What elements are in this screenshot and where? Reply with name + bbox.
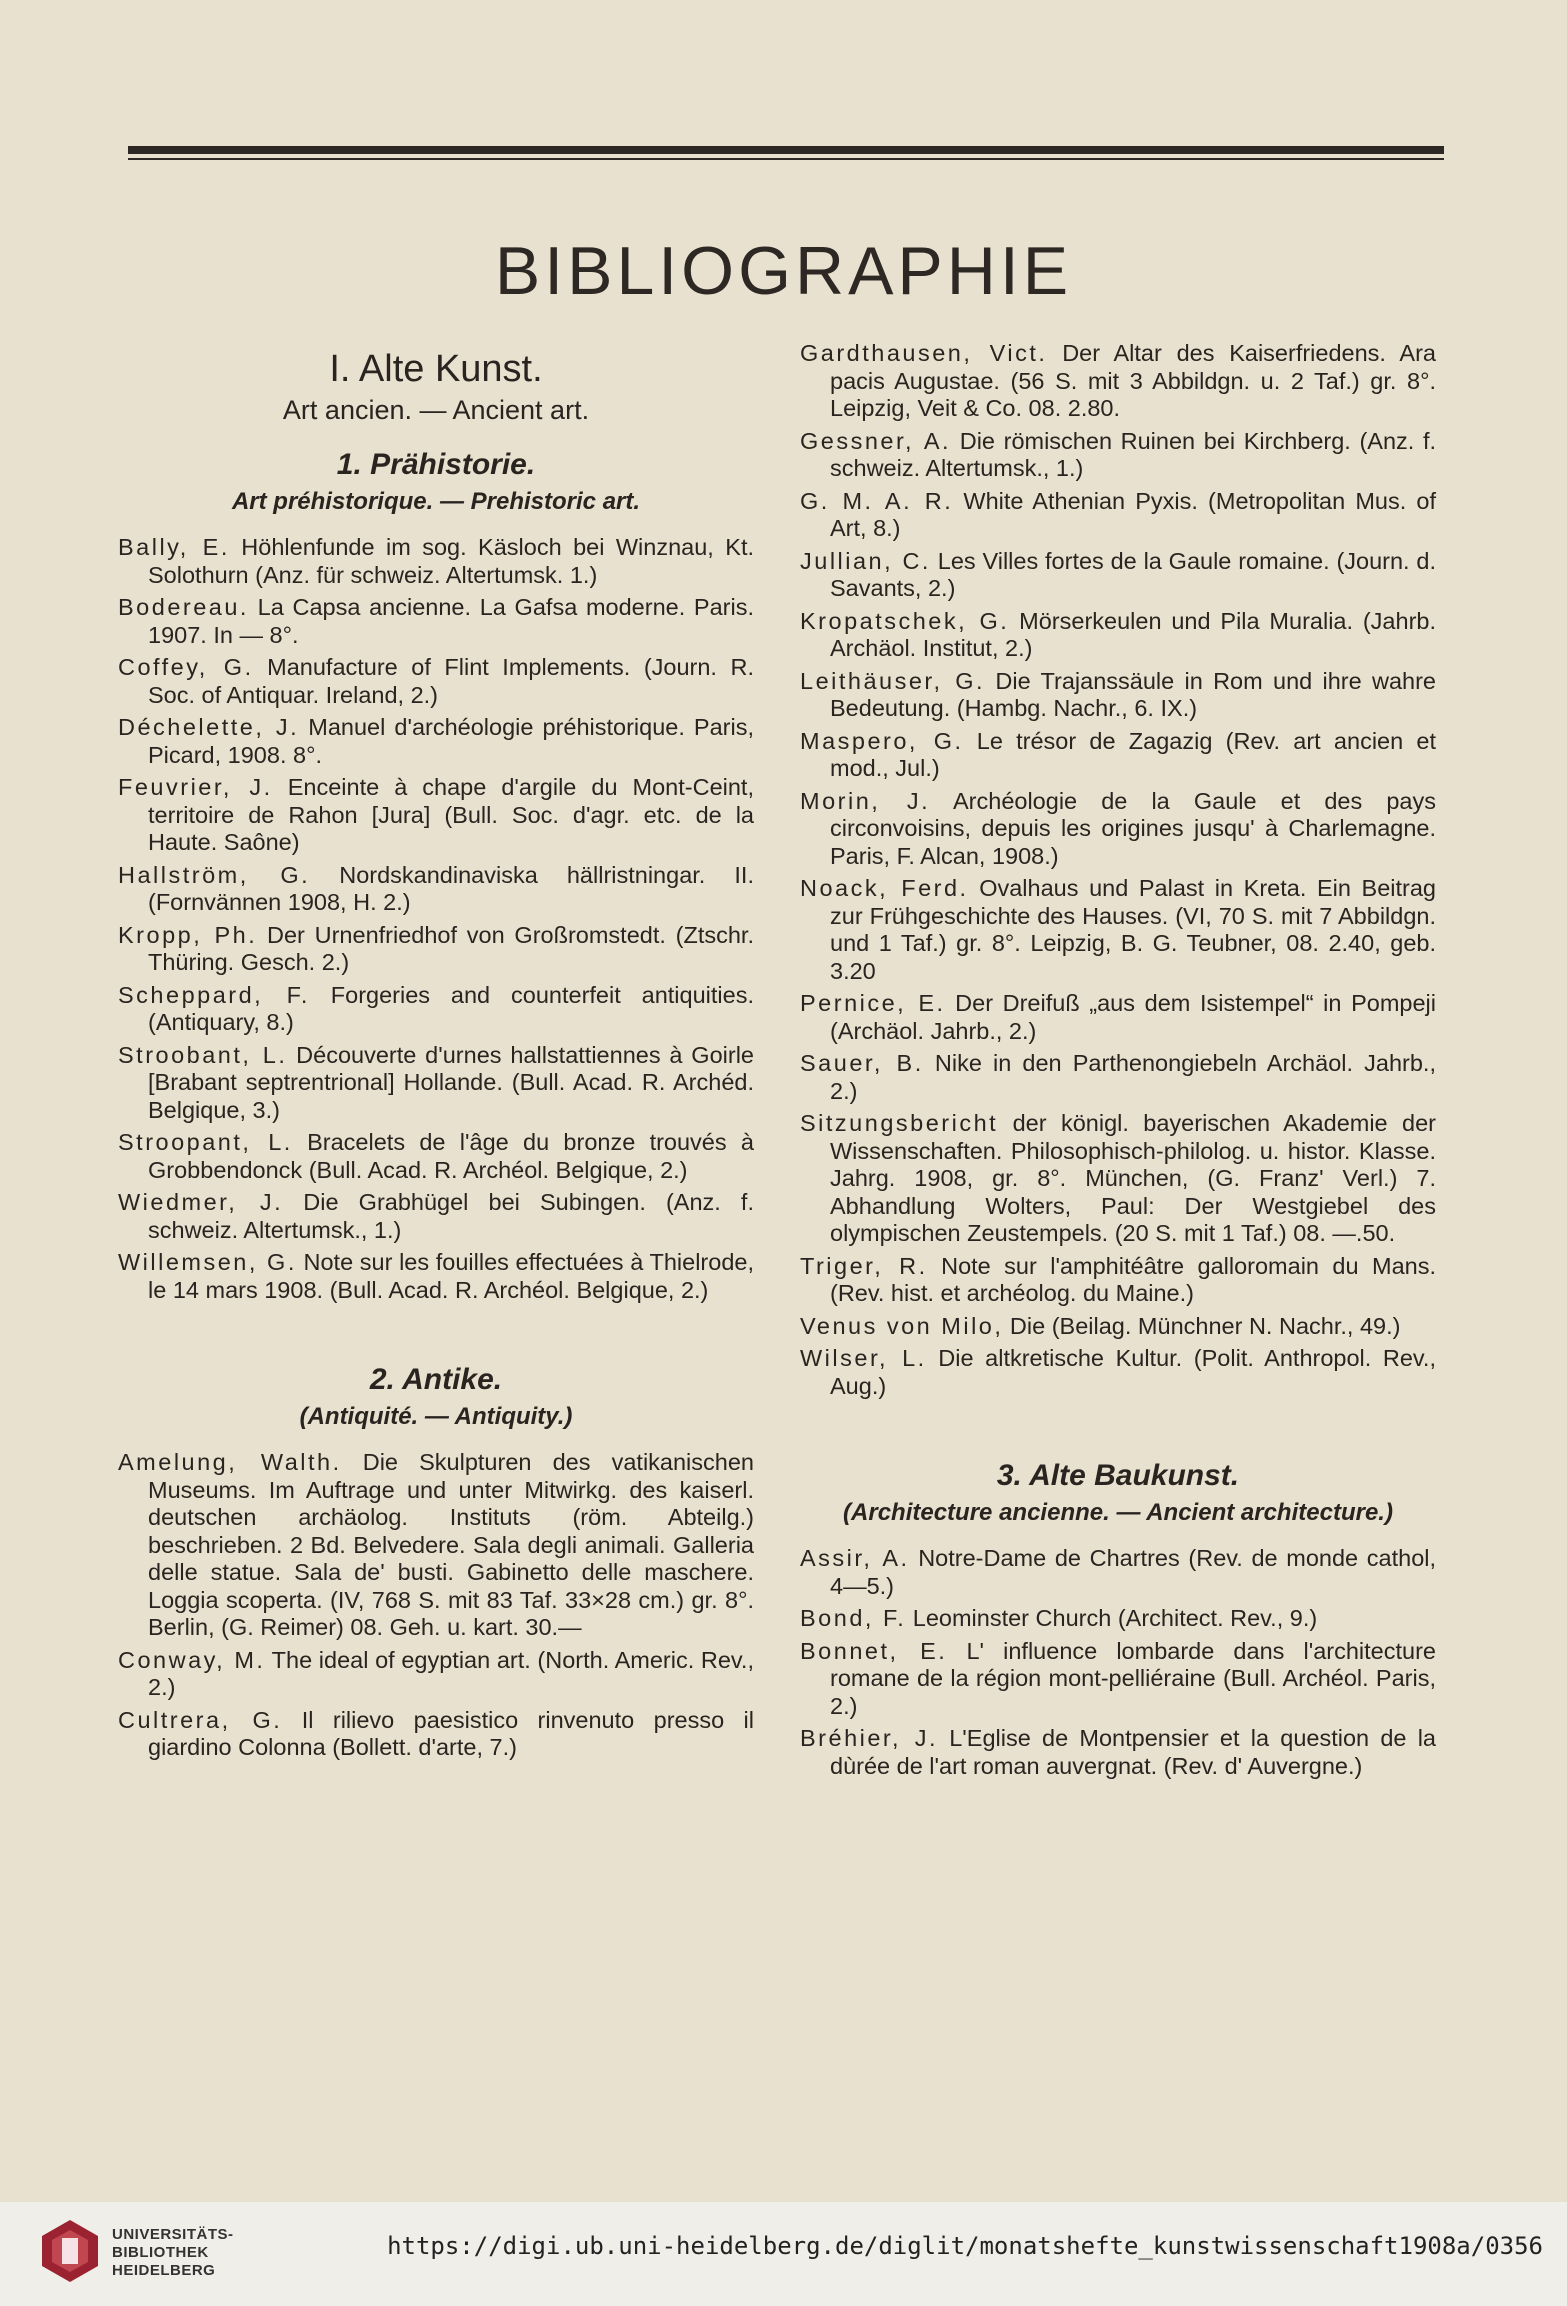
entry-author: Maspero, G. (800, 727, 964, 754)
entry-text: Il rilievo paesistico rinvenuto presso il giardino Colonna (Bollett. d'arte, 7.) (148, 1706, 755, 1760)
entry-author: Stroobant, L. (118, 1041, 288, 1068)
entry-text: Die römischen Ruinen bei Kirchberg. (Anz. f. schweiz. Altertumsk., 1.) (830, 427, 1436, 481)
entry-author: Wilser, L. (800, 1345, 927, 1371)
bibliography-entry (800, 548, 1436, 603)
entry-author: Morin, J. (800, 787, 931, 814)
entry-text: Le trésor de Zagazig (Rev. art ancien et mod., Jul.) (830, 727, 1437, 781)
bibliography-entry (800, 875, 1436, 985)
subsection-heading-baukunst: 3. Alte Baukunst. (996, 1459, 1240, 1492)
bibliography-entry (800, 990, 1436, 1045)
bibliography-entry (118, 922, 754, 977)
bibliography-entry (800, 1110, 1436, 1248)
entry-text: Die altkretische Kultur. (Polit. Anthropol. Rev., Aug.) (830, 1345, 1436, 1399)
library-name-line: BIBLIOTHEK (112, 2244, 209, 2261)
bibliography-entry (800, 1050, 1436, 1105)
bibliography-entry (118, 1449, 754, 1642)
bibliography-entry (118, 982, 754, 1037)
source-url-link[interactable]: https://digi.ub.uni-heidelberg.de/diglit/monatshefte_kunstwissenschaft1908a/0356 (387, 2232, 1543, 2260)
entry-author: Kropatschek, G. (800, 607, 1010, 634)
entry-text: Die (Beilag. Münchner N. Nachr., 49.) (1003, 1312, 1401, 1339)
entry-author: Hallström, G. (118, 861, 311, 888)
entry-text: Mörserkeulen und Pila Muralia. (Jahrb. Archäol. Institut, 2.) (830, 607, 1436, 661)
bibliography-entry (800, 1253, 1436, 1308)
bibliography-entry (800, 1545, 1436, 1600)
right-column (800, 340, 1436, 1785)
entry-author: Bréhier, J. (800, 1725, 938, 1751)
section-heading: I. Alte Kunst. (329, 348, 543, 390)
section-subheading: Art ancien. — Ancient art. (282, 395, 590, 425)
entry-author: G. M. A. R. (800, 487, 954, 514)
library-name-line: HEIDELBERG (112, 2262, 216, 2279)
entry-text: der königl. bayerischen Akademie der Wissenschaften. Philosophisch-philolog. u. histor. Klasse. Jahrg. 1908, gr. 8°. München, (G. Franz' Verl.) 7. Abhandlung Wolters, Paul: Der Westgiebel des olympischen Zeustempels. (20 S. mit 1 Taf.) 08. —.50. (830, 1110, 1436, 1246)
bibliography-entry (118, 1647, 754, 1702)
top-rule (128, 146, 1444, 154)
entry-author: Noack, Ferd. (800, 875, 969, 901)
bibliography-entry (800, 728, 1436, 783)
university-logo-icon (40, 2218, 100, 2284)
entry-text: Archéologie de la Gaule et des pays circonvoisins, depuis les origines jusqu' à Charlemagne. Paris, F. Alcan, 1908.) (830, 787, 1436, 869)
entry-author: Sauer, B. (800, 1050, 924, 1076)
bibliography-entry (118, 1707, 754, 1762)
entry-author: Bonnet, E. (800, 1637, 948, 1664)
bibliography-entry (800, 1345, 1436, 1400)
bibliography-entry (118, 862, 754, 917)
left-column (118, 340, 754, 1767)
entry-author: Bally, E. (118, 534, 230, 560)
entry-author: Gardthausen, Vict. (800, 340, 1048, 366)
entry-text: Découverte d'urnes hallstattiennes à Goirle [Brabant septrentrional] Hollande. (Bull. Acad. R. Archéd. Belgique, 3.) (148, 1041, 754, 1123)
entry-text: L'Eglise de Montpensier et la question de la dùrée de l'art roman auvergnat. (Rev. d' Auvergne.) (830, 1725, 1437, 1779)
entry-list-prehistory (118, 534, 754, 1304)
bibliography-entry (800, 488, 1436, 543)
entry-text: Der Dreifuß „aus dem Isistempel“ in Pompeji (Archäol. Jahrb., 2.) (830, 990, 1436, 1044)
bibliography-entry (118, 1042, 754, 1125)
bibliography-entry (800, 608, 1436, 663)
bibliography-entry (118, 594, 754, 649)
bibliography-entry (118, 1129, 754, 1184)
entry-text: Höhlenfunde im sog. Käsloch bei Winznau, Kt. Solothurn (Anz. für schweiz. Altertumsk. 1.) (148, 534, 754, 588)
subsection-heading-prehistory: 1. Prähistorie. (336, 448, 536, 481)
entry-text: Der Altar des Kaiserfriedens. Ara pacis Augustae. (56 S. mit 3 Abbildgn. u. 2 Taf.) gr. 8°. Leipzig, Veit & Co. 08. 2.80. (830, 340, 1436, 421)
entry-text: L' influence lombarde dans l'architecture romane de la région mont-pelliéraine (Bull. Archéol. Paris, 2.) (830, 1637, 1436, 1719)
entry-text: Nike in den Parthenongiebeln Archäol. Jahrb., 2.) (830, 1050, 1436, 1104)
entry-author: Coffey, G. (118, 654, 254, 680)
entry-author: Assir, A. (800, 1545, 910, 1571)
entry-text: Nordskandinaviska hällristningar. II. (Fornvännen 1908, H. 2.) (148, 861, 754, 915)
entry-text: Die Skulpturen des vatikanischen Museums. Im Auftrage und unter Mitwirkg. des kaiserl. deutschen archäolog. Instituts (röm. Abteilg.) beschrieben. 2 Bd. Belvedere. Sala degli animali. Galleria delle statue. Sala de' busti. Gabinetto delle maschere. Loggia scoperta. (IV, 768 S. mit 83 Taf. 33×28 cm.) gr. 8°. Berlin, (G. Reimer) 08. Geh. u. kart. 30.— (148, 1449, 754, 1640)
bibliography-entry (800, 1725, 1436, 1780)
bibliography-entry (118, 654, 754, 709)
bibliography-entry (800, 668, 1436, 723)
entry-text: Ovalhaus und Palast in Kreta. Ein Beitrag zur Frühgeschichte des Hauses. (VI, 70 S. mit 7 Abbildgn. und 1 Taf.) gr. 8°. Leipzig, B. G. Teubner, 08. 2.40, geb. 3.20 (830, 875, 1436, 984)
bibliography-entry (118, 774, 754, 857)
entry-author: Kropp, Ph. (118, 921, 258, 948)
entry-author: Jullian, C. (800, 547, 931, 574)
entry-author: Venus von Milo, (800, 1312, 1004, 1339)
entry-text: Manuel d'archéologie préhistorique. Paris, Picard, 1908. 8°. (148, 714, 755, 768)
bibliography-entry (118, 1249, 754, 1304)
entry-text: Leominster Church (Architect. Rev., 9.) (906, 1605, 1318, 1631)
entry-author: Bond, F. (800, 1605, 907, 1631)
entry-text: Notre-Dame de Chartres (Rev. de monde cathol, 4—5.) (830, 1545, 1437, 1599)
entry-author: Sitzungsbericht (800, 1110, 999, 1136)
page-title: BIBLIOGRAPHIE (494, 233, 1073, 309)
entry-author: Feuvrier, J. (118, 774, 273, 800)
entry-text: The ideal of egyptian art. (North. Americ. Rev., 2.) (148, 1646, 754, 1700)
entry-text: Die Trajanssäule in Rom und ihre wahre Bedeutung. (Hambg. Nachr., 6. IX.) (830, 667, 1436, 721)
entry-text: La Capsa ancienne. La Gafsa moderne. Paris. 1907. In — 8°. (148, 594, 754, 648)
entry-list-baukunst (800, 1545, 1436, 1780)
bibliography-entry (118, 714, 754, 769)
entry-text: Forgeries and counterfeit antiquities. (Antiquary, 8.) (148, 981, 754, 1035)
library-name-line: UNIVERSITÄTS- (112, 2226, 234, 2243)
entry-text: Les Villes fortes de la Gaule romaine. (Journ. d. Savants, 2.) (830, 547, 1436, 601)
bibliography-entry (800, 1313, 1436, 1341)
entry-text: Bracelets de l'âge du bronze trouvés à Grobbendonck (Bull. Acad. R. Archéol. Belgique, 2.) (148, 1129, 754, 1183)
subsection-heading-antike: 2. Antike. (369, 1363, 503, 1396)
subsection-subheading-prehistory: Art préhistorique. — Prehistoric art. (231, 488, 641, 515)
entry-text: Die Grabhügel bei Subingen. (Anz. f. schweiz. Altertumsk., 1.) (148, 1189, 754, 1243)
entry-author: Bodereau. (118, 594, 249, 620)
bibliography-entry (800, 428, 1436, 483)
entry-text: White Athenian Pyxis. (Metropolitan Mus. of Art, 8.) (830, 487, 1436, 541)
entry-author: Gessner, A. (800, 427, 952, 454)
bibliography-entry (800, 788, 1436, 871)
bibliography-entry (800, 1605, 1436, 1633)
entry-author: Amelung, Walth. (118, 1449, 342, 1475)
entry-text: Der Urnenfriedhof von Großromstedt. (Ztschr. Thüring. Gesch. 2.) (148, 921, 754, 975)
entry-list-antike-right (800, 340, 1436, 1400)
bibliography-entry (800, 1638, 1436, 1721)
entry-text: Enceinte à chape d'argile du Mont-Ceint, territoire de Rahon [Jura] (Bull. Soc. d'agr. etc. de la Haute. Saône) (148, 774, 754, 855)
entry-text: Manufacture of Flint Implements. (Journ. R. Soc. of Antiquar. Ireland, 2.) (148, 654, 754, 708)
entry-author: Willemsen, G. (118, 1249, 297, 1275)
entry-list-antike-left (118, 1449, 754, 1762)
entry-text: Note sur l'amphitéâtre galloromain du Mans. (Rev. hist. et archéolog. du Maine.) (830, 1252, 1436, 1306)
entry-author: Scheppard, F. (118, 981, 310, 1008)
entry-author: Leithäuser, G. (800, 667, 986, 694)
entry-author: Triger, R. (800, 1252, 928, 1279)
bibliography-entry (118, 534, 754, 589)
entry-text: Note sur les fouilles effectuées à Thielrode, le 14 mars 1908. (Bull. Acad. R. Archéol. Belgique, 2.) (148, 1249, 754, 1303)
bibliography-entry (800, 340, 1436, 423)
footer-bar (0, 2202, 1567, 2306)
entry-author: Stroopant, L. (118, 1129, 293, 1155)
entry-author: Cultrera, G. (118, 1706, 283, 1733)
entry-author: Wiedmer, J. (118, 1189, 284, 1215)
entry-author: Conway, M. (118, 1646, 266, 1673)
library-name (112, 2226, 234, 2280)
bibliography-entry (118, 1189, 754, 1244)
entry-author: Déchelette, J. (118, 714, 300, 740)
entry-author: Pernice, E. (800, 990, 946, 1016)
subsection-subheading-antike: (Antiquité. — Antiquity.) (299, 1403, 573, 1430)
subsection-subheading-baukunst: (Architecture ancienne. — Ancient architecture.) (843, 1499, 1393, 1526)
